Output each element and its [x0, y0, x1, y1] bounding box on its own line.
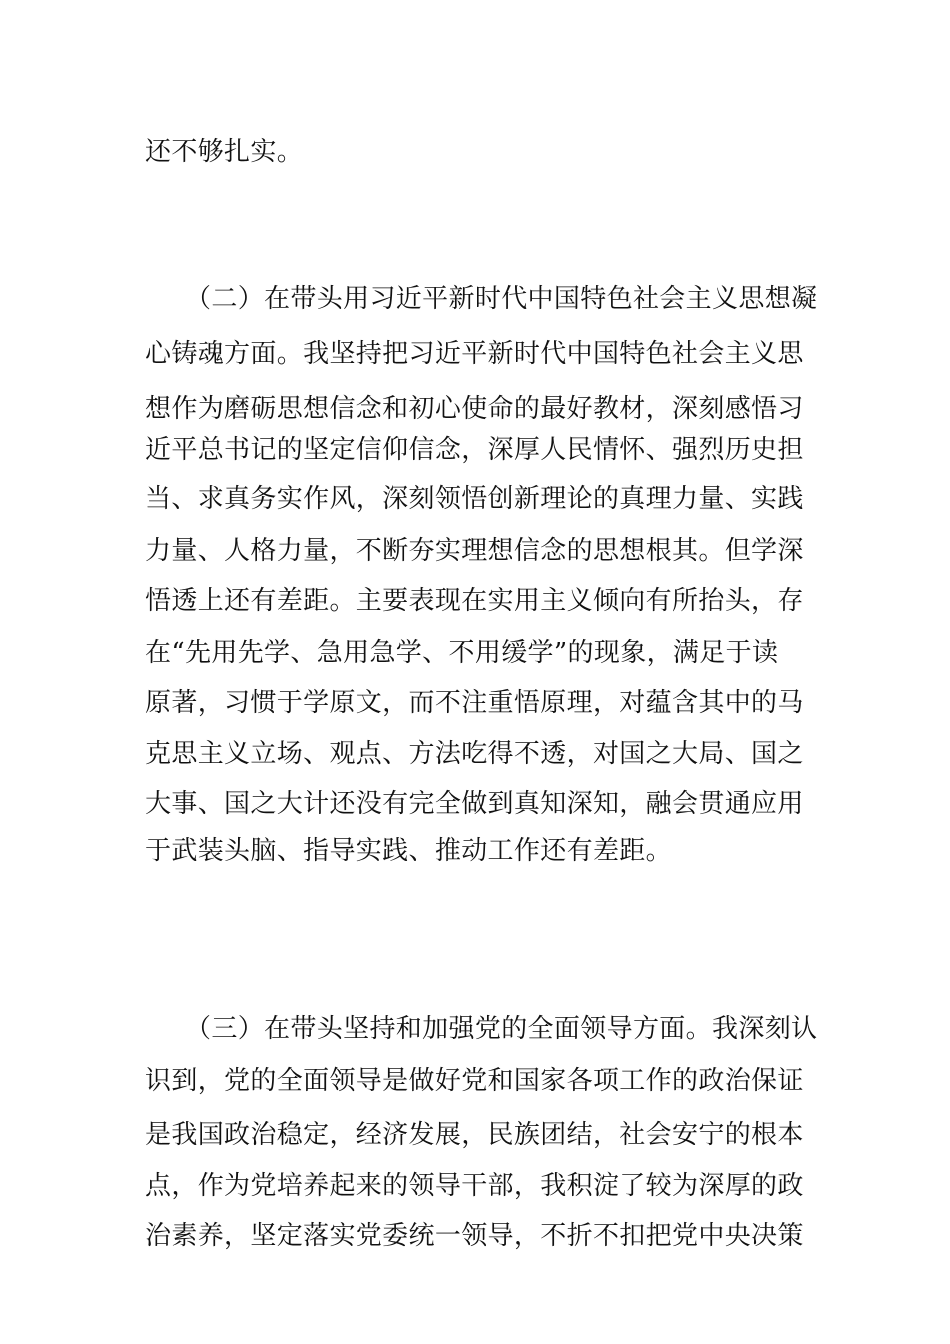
- text-line: 于武装头脑、指导实践、推动工作还有差距。: [145, 836, 673, 866]
- text-line: 在“先用先学、急用急学、不用缓学”的现象，满足于读: [145, 638, 779, 668]
- text-line: 克思主义立场、观点、方法吃得不透，对国之大局、国之: [145, 739, 804, 769]
- text-line: 当、求真务实作风，深刻领悟创新理论的真理力量、实践: [145, 484, 804, 514]
- text-line: 原著，习惯于学原文，而不注重悟原理，对蕴含其中的马: [145, 688, 804, 718]
- text-line: 识到，党的全面领导是做好党和国家各项工作的政治保证: [145, 1066, 804, 1096]
- text-line: （三）在带头坚持和加强党的全面领导方面。我深刻认: [185, 1014, 818, 1044]
- text-line: 悟透上还有差距。主要表现在实用主义倾向有所抬头，存: [145, 586, 804, 616]
- text-line: 点，作为党培养起来的领导干部，我积淀了较为深厚的政: [145, 1171, 804, 1201]
- text-line: 是我国政治稳定，经济发展，民族团结，社会安宁的根本: [145, 1120, 804, 1150]
- text-line: 想作为磨砺思想信念和初心使命的最好教材，深刻感悟习: [145, 394, 804, 424]
- text-line: 还不够扎实。: [145, 137, 304, 167]
- text-line: （二）在带头用习近平新时代中国特色社会主义思想凝: [185, 284, 818, 314]
- text-line: 心铸魂方面。我坚持把习近平新时代中国特色社会主义思: [145, 339, 804, 369]
- text-line: 力量、人格力量，不断夯实理想信念的思想根其。但学深: [145, 536, 804, 566]
- text-line: 治素养，坚定落实党委统一领导，不折不扣把党中央决策: [145, 1221, 804, 1251]
- text-line: 近平总书记的坚定信仰信念，深厚人民情怀、强烈历史担: [145, 435, 804, 465]
- text-line: 大事、国之大计还没有完全做到真知深知，融会贯通应用: [145, 789, 804, 819]
